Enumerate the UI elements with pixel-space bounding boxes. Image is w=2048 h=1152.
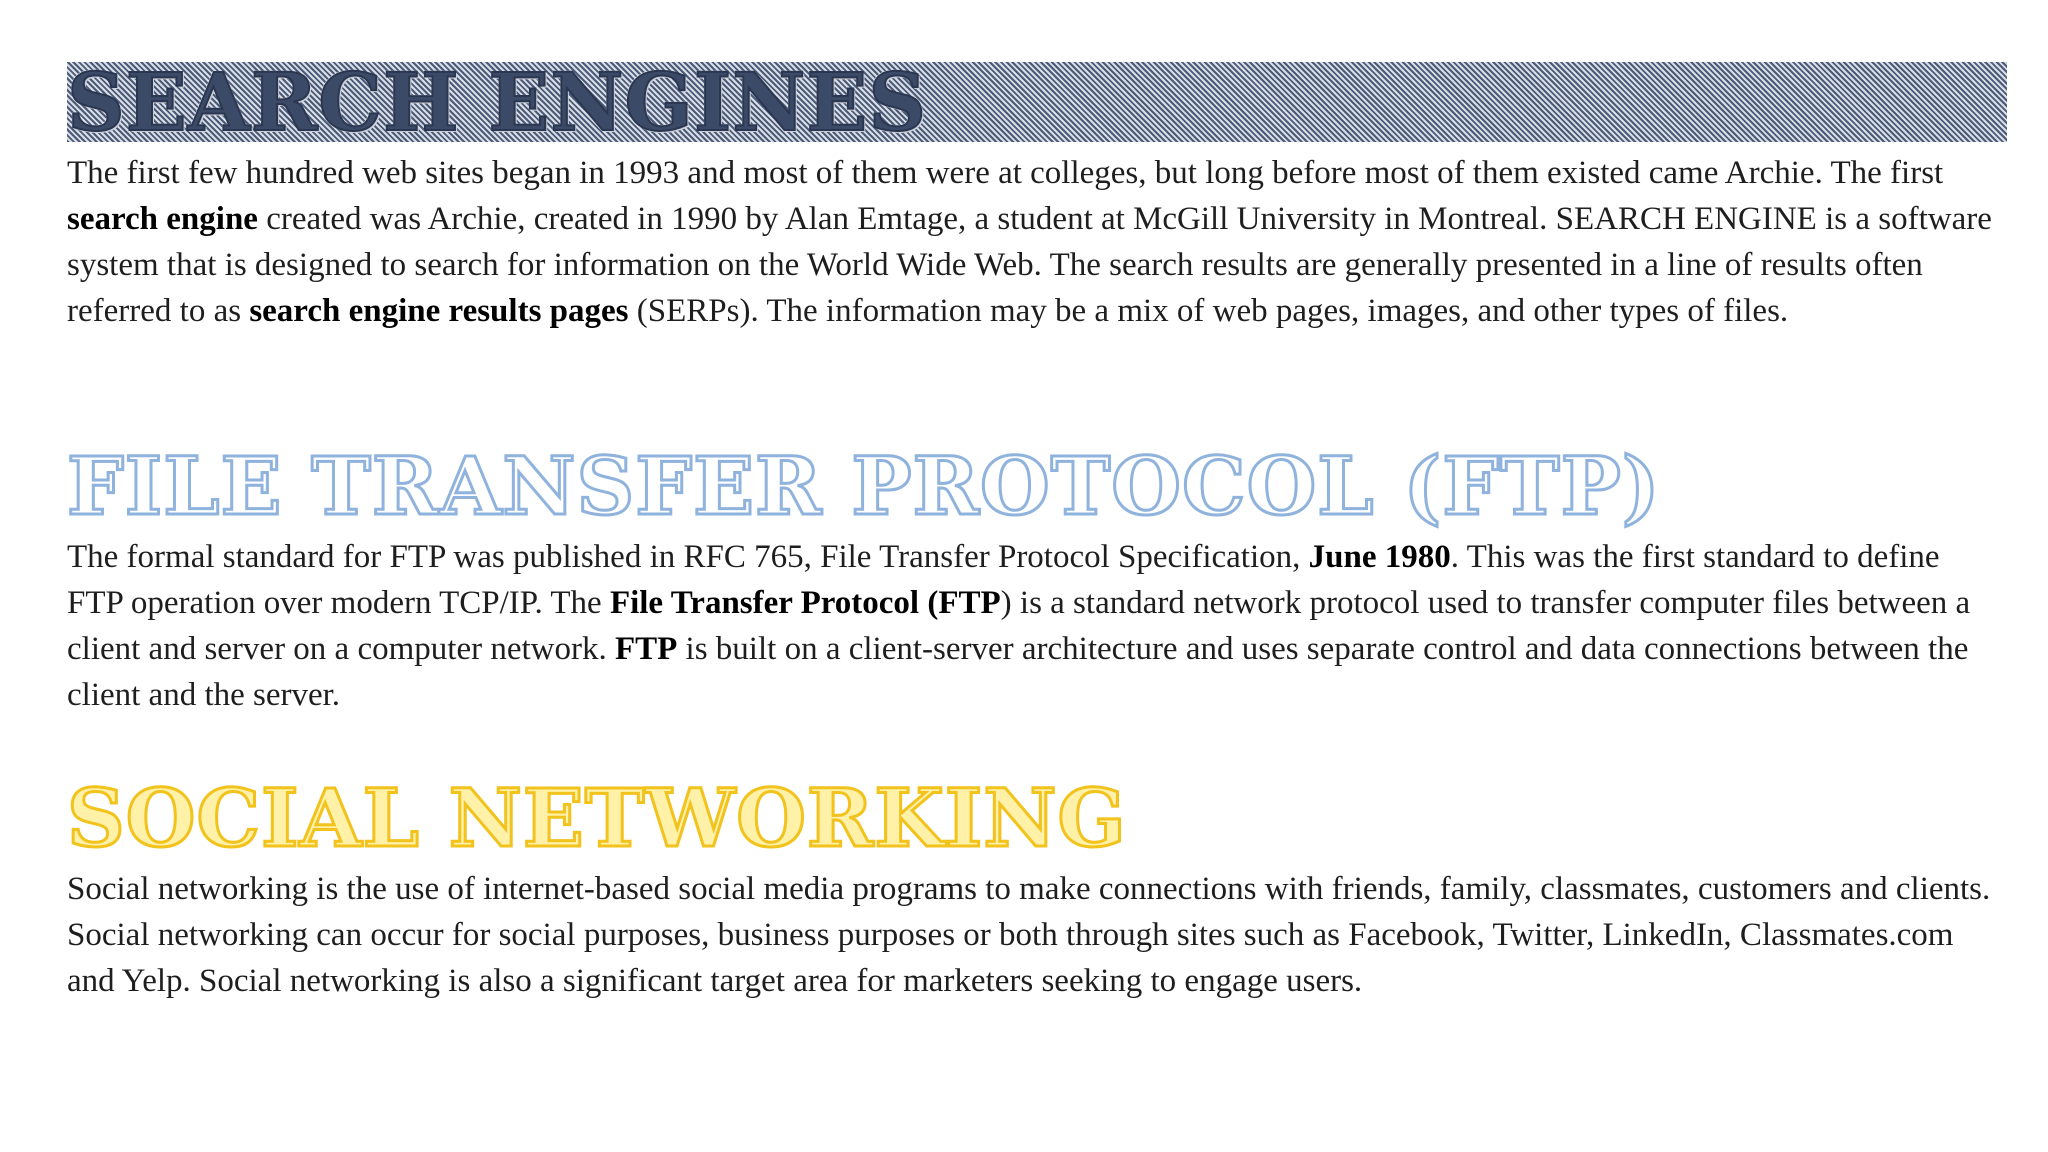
social-networking-heading: SOCIAL NETWORKING xyxy=(67,771,1127,865)
ftp-text-3: ) is a standard network protocol used to transfer computer files between a client and server on a computer network. xyxy=(67,585,1971,667)
ftp-text-4: is built on a client-server architecture and uses separate control and data connections between the client and the server. xyxy=(67,631,1969,713)
ftp-term-ftp: FTP xyxy=(614,631,678,667)
search-text-2: created was Archie, created in 1990 by Alan Emtage, a student at McGill University in Montreal. SEARCH ENGINE is a software system that is designed to search for information on the World Wide Web. The search results are generally presented in a line of results often referred to as xyxy=(67,201,1992,329)
search-text-1: The first few hundred web sites began in 1993 and most of them were at colleges, but long before most of them existed came Archie. The first xyxy=(67,155,1944,191)
social-networking-paragraph: Social networking is the use of internet-based social media programs to make connections with friends, family, classmates, customers and clients. Social networking can occur for social purposes, business purposes or both through sites such as Facebook, Twitter, LinkedIn, Classmates.com and Yelp. Social networking is also a significant target area for marketers seeking to engage users. xyxy=(67,871,1991,999)
ftp-section xyxy=(67,439,2007,718)
ftp-term-date: June 1980 xyxy=(1308,539,1451,575)
search-engines-paragraph xyxy=(67,150,2002,334)
ftp-term-protocol: File Transfer Protocol (FTP xyxy=(609,585,1001,621)
ftp-paragraph xyxy=(67,534,2002,718)
ftp-text-2: . This was the first standard to define FTP operation over modern TCP/IP. The xyxy=(67,539,1940,621)
ftp-heading: FILE TRANSFER PROTOCOL (FTP) xyxy=(67,439,1661,533)
search-engines-heading: SEARCH ENGINES xyxy=(67,62,2007,142)
search-term-search-engine: search engine xyxy=(67,201,258,237)
search-engines-section xyxy=(67,55,2007,334)
social-networking-section xyxy=(67,771,2007,1004)
ftp-text-1: The formal standard for FTP was published in RFC 765, File Transfer Protocol Specification, xyxy=(67,539,1309,575)
search-text-3: (SERPs). The information may be a mix of web pages, images, and other types of files. xyxy=(628,293,1789,329)
search-term-serps: search engine results pages xyxy=(249,293,629,329)
